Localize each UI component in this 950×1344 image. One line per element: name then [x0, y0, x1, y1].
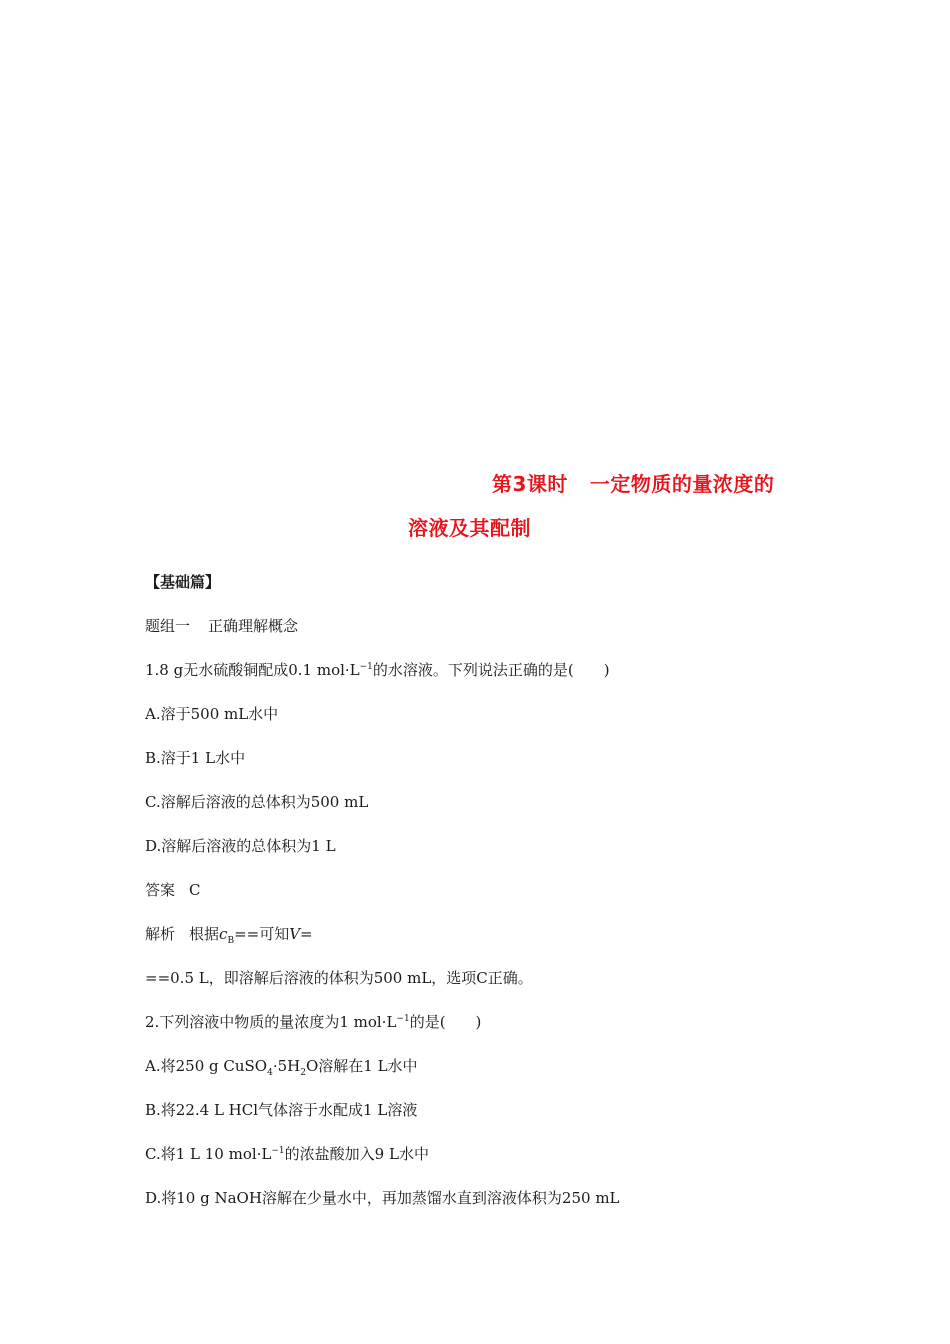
q2-option-a-sub1: 4	[267, 1068, 273, 1078]
q1-stem-text-end: 的水溶液。下列说法正确的是( )	[372, 661, 610, 679]
analysis-c-symbol: c	[219, 925, 228, 943]
lesson-title-text: 一定物质的量浓度的	[589, 472, 775, 496]
answer-value: C	[189, 881, 201, 899]
q1-analysis-line2: ==0.5 L，即溶解后溶液的体积为500 mL，选项C正确。	[145, 969, 533, 987]
analysis-text-mid: ==可知	[234, 925, 290, 943]
q1-analysis	[145, 924, 313, 944]
q2-stem-superscript: −1	[396, 1014, 410, 1024]
analysis-c-subscript: B	[227, 936, 235, 946]
q1-option-a: A.溶于500 mL水中	[145, 705, 279, 723]
q1-stem-superscript: −1	[359, 662, 373, 672]
lesson-title-line1	[492, 468, 774, 497]
q2-option-c-text2: 的浓盐酸加入9 L水中	[284, 1145, 429, 1163]
q2-stem-text: 2.下列溶液中物质的量浓度为1 mol·L	[145, 1013, 397, 1031]
answer-label: 答案	[145, 881, 176, 899]
q2-option-d: D.将10 g NaOH溶解在少量水中，再加蒸馏水直到溶液体积为250 mL	[145, 1189, 620, 1207]
question-2-stem	[145, 1012, 481, 1032]
analysis-v-symbol: V	[289, 925, 301, 943]
q2-option-c-superscript: −1	[271, 1146, 285, 1156]
q2-option-a-sub2: 2	[300, 1068, 306, 1078]
q1-option-c: C.溶解后溶液的总体积为500 mL	[145, 793, 369, 811]
analysis-label: 解析	[145, 925, 176, 943]
q1-option-d: D.溶解后溶液的总体积为1 L	[145, 837, 336, 855]
q2-option-a	[145, 1056, 418, 1076]
section-heading: 【基础篇】	[145, 573, 221, 591]
question-group-heading	[145, 616, 298, 636]
lesson-title-line2: 溶液及其配制	[408, 516, 531, 540]
q2-option-b: B.将22.4 L HCl气体溶于水配成1 L溶液	[145, 1101, 418, 1119]
question-1-stem	[145, 660, 610, 680]
q1-option-b: B.溶于1 L水中	[145, 749, 246, 767]
group-label: 题组一	[145, 617, 191, 635]
q1-stem-text: 1.8 g无水硫酸铜配成0.1 mol·L	[145, 661, 360, 679]
q2-stem-text-end: 的是( )	[409, 1013, 482, 1031]
lesson-number: 第3课时	[492, 472, 568, 496]
q1-answer	[145, 880, 201, 900]
analysis-equals: =	[300, 925, 313, 943]
q2-option-a-text2: ·5H	[272, 1057, 301, 1075]
analysis-text: 根据	[189, 925, 220, 943]
q2-option-c	[145, 1144, 429, 1164]
group-name: 正确理解概念	[208, 617, 299, 635]
q2-option-a-text: A.将250 g CuSO	[145, 1057, 268, 1075]
q2-option-a-text3: O溶解在1 L水中	[305, 1057, 418, 1075]
q2-option-c-text: C.将1 L 10 mol·L	[145, 1145, 272, 1163]
